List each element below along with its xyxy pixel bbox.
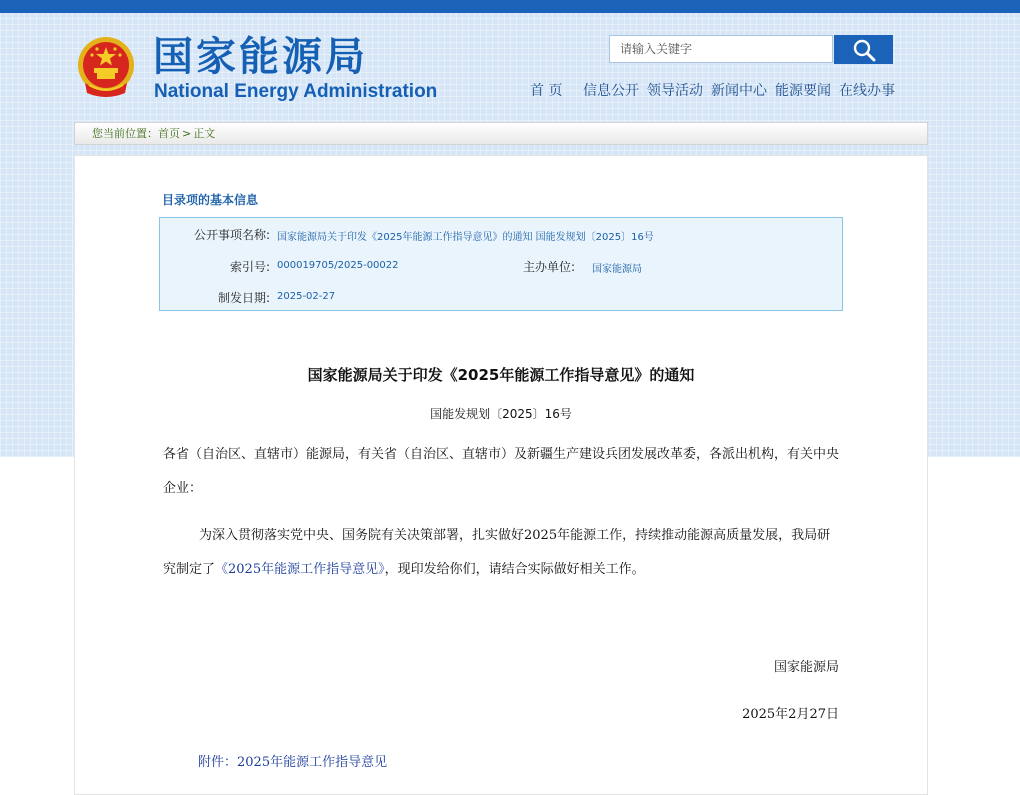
search-button[interactable]: [834, 35, 893, 64]
nav-item-online-services[interactable]: 在线办事: [839, 83, 895, 99]
breadcrumb-home-link[interactable]: 首页: [158, 127, 180, 140]
catalog-name-value: 国家能源局关于印发《2025年能源工作指导意见》的通知 国能发规划〔2025〕16号: [277, 232, 654, 243]
top-accent-bar: [0, 0, 1020, 13]
search-icon: [852, 38, 876, 62]
document-recipients: 各省（自治区、直辖市）能源局，有关省（自治区、直辖市）及新疆生产建设兵团发展改革委，各派出机构，有关中央企业：: [163, 447, 840, 496]
nav-item-leadership[interactable]: 领导活动: [647, 83, 703, 99]
attachment-link[interactable]: 附件：2025年能源工作指导意见: [198, 755, 388, 770]
site-logo-english[interactable]: National Energy Administration: [154, 81, 438, 102]
document-title: 国家能源局关于印发《2025年能源工作指导意见》的通知: [307, 366, 695, 384]
catalog-index-value: 000019705/2025-00022: [277, 260, 399, 271]
document-signature: 国家能源局: [773, 660, 839, 675]
catalog-index-label: 索引号:: [229, 260, 270, 274]
nav-item-home[interactable]: 首 页: [530, 83, 563, 99]
body-text-before: 为深入贯彻落实党中央、国务院有关决策部署，扎实做好2025年能源工作，持续推动能源高质量发展，我局研究制定了: [163, 528, 831, 577]
catalog-title: 目录项的基本信息: [162, 193, 259, 207]
catalog-org-label: 主办单位:: [522, 260, 575, 274]
nav-item-info-disclosure[interactable]: 信息公开: [583, 83, 639, 99]
catalog-org-value: 国家能源局: [592, 264, 642, 275]
breadcrumb-prefix: 您当前位置：: [92, 127, 158, 140]
document-number: 国能发规划〔2025〕16号: [430, 407, 572, 421]
breadcrumb-separator: >: [182, 127, 192, 140]
national-emblem-icon: [75, 35, 137, 101]
nav-item-energy-news[interactable]: 能源要闻: [775, 83, 831, 99]
document-date: 2025年2月27日: [742, 707, 839, 722]
body-text-after: ，现印发给你们，请结合实际做好相关工作。: [384, 562, 645, 577]
document-body-paragraph: [163, 519, 843, 587]
site-logo-chinese[interactable]: 国家能源局: [153, 34, 368, 80]
catalog-date-label: 制发日期:: [217, 291, 270, 305]
breadcrumb-current: 正文: [193, 127, 216, 140]
guideline-link[interactable]: 《2025年能源工作指导意见》: [215, 562, 385, 577]
catalog-date-value: 2025-02-27: [277, 291, 336, 302]
nav-item-news[interactable]: 新闻中心: [711, 83, 767, 99]
catalog-name-label: 公开事项名称:: [193, 228, 270, 242]
breadcrumb: [74, 122, 928, 145]
search-input[interactable]: [609, 35, 833, 63]
